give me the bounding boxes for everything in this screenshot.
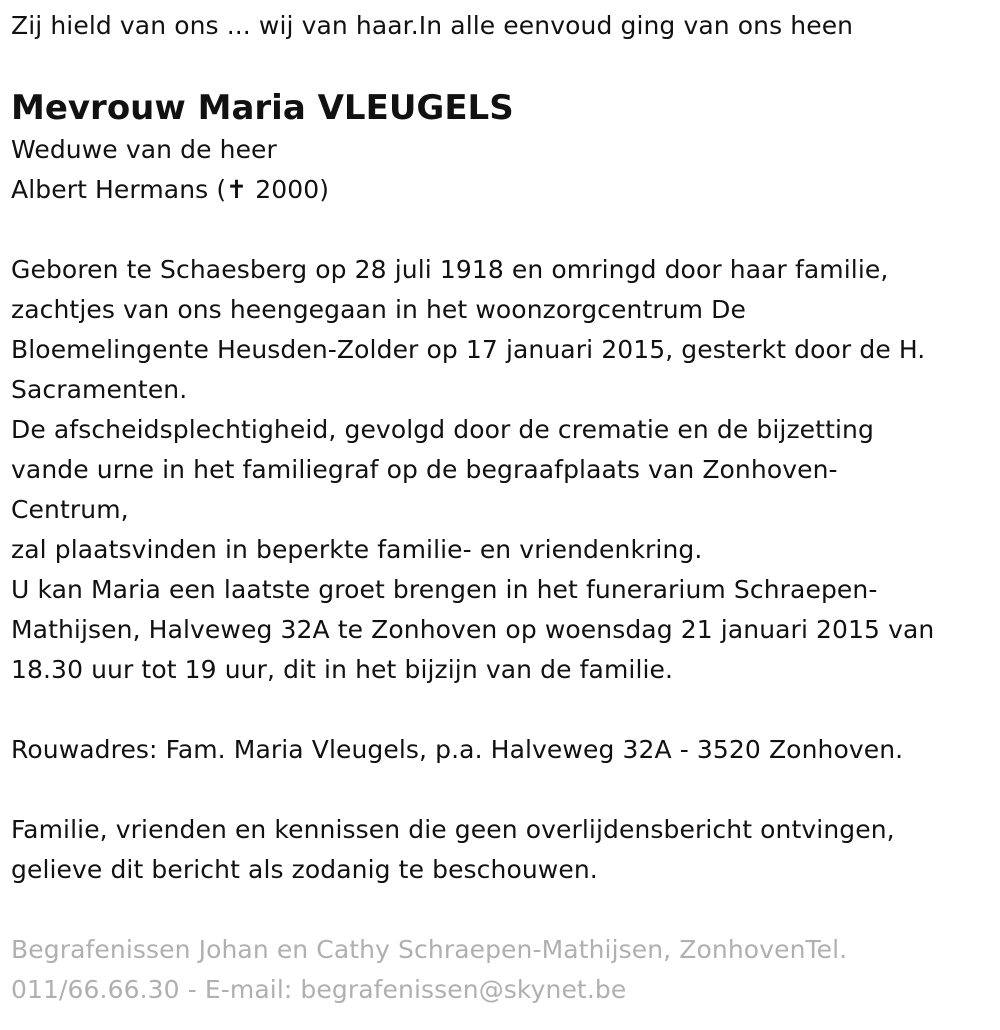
spacer xyxy=(11,210,990,250)
spacer xyxy=(11,770,990,810)
mourning-address: Rouwadres: Fam. Maria Vleugels, p.a. Halveweg 32A - 3520 Zonhoven. xyxy=(11,735,904,764)
widow-of-text: Weduwe van de heer xyxy=(11,135,277,164)
deceased-name: Mevrouw Maria VLEUGELS xyxy=(11,88,514,128)
body-line: Geboren te Schaesberg op 28 juli 1918 en omringd door haar familie, xyxy=(11,255,889,284)
footer-line: 011/66.66.30 - E-mail: begrafenissen@skynet.be xyxy=(11,975,627,1004)
funeral-home-footer xyxy=(11,930,990,1010)
closing-line: Familie, vrienden en kennissen die geen overlijdensbericht ontvingen, xyxy=(11,815,895,844)
spacer xyxy=(11,890,990,930)
body-line: 18.30 uur tot 19 uur, dit in het bijzijn van de familie. xyxy=(11,655,674,684)
spouse-text: Albert Hermans (✝ 2000) xyxy=(11,175,330,204)
body-line: vande urne in het familiegraf op de begraafplaats van Zonhoven- xyxy=(11,455,838,484)
body-line: Sacramenten. xyxy=(11,375,188,404)
body-line: zal plaatsvinden in beperkte familie- en vriendenkring. xyxy=(11,535,703,564)
body-line: Mathijsen, Halveweg 32A te Zonhoven op woensdag 21 januari 2015 van xyxy=(11,615,935,644)
closing-line: gelieve dit bericht als zodanig te beschouwen. xyxy=(11,855,598,884)
body-line: De afscheidsplechtigheid, gevolgd door de crematie en de bijzetting xyxy=(11,415,874,444)
body-line: Bloemelingente Heusden-Zolder op 17 januari 2015, gesterkt door de H. xyxy=(11,335,926,364)
body-line: Centrum, xyxy=(11,495,129,524)
footer-line: Begrafenissen Johan en Cathy Schraepen-Mathijsen, ZonhovenTel. xyxy=(11,935,848,964)
spacer xyxy=(11,690,990,730)
body-line: U kan Maria een laatste groet brengen in het funerarium Schraepen- xyxy=(11,575,878,604)
notice-body xyxy=(11,250,990,690)
closing-text xyxy=(11,810,990,890)
body-line: zachtjes van ons heengegaan in het woonzorgcentrum De xyxy=(11,295,746,324)
intro-text: Zij hield van ons ... wij van haar.In alle eenvoud ging van ons heen xyxy=(11,11,854,40)
